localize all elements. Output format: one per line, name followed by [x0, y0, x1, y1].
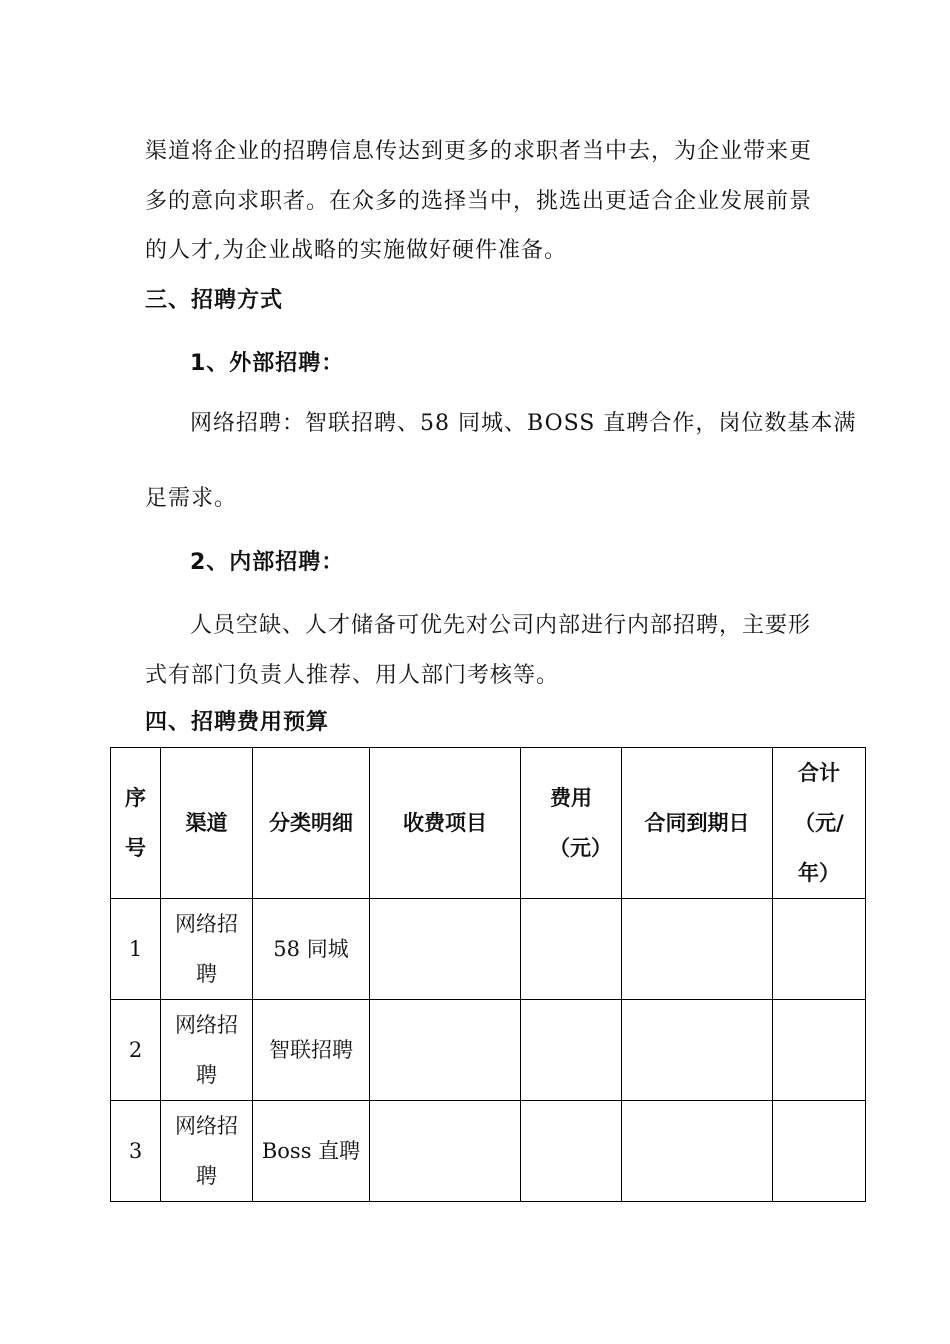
budget-table — [110, 747, 866, 1202]
intro-line-3: 的人才,为企业战略的实施做好硬件准备。 — [145, 238, 567, 263]
sub2-heading: 2、内部招聘： — [190, 550, 345, 575]
section4-heading: 四、招聘费用预算 — [145, 710, 330, 735]
intro-line-1: 渠道将企业的招聘信息传达到更多的求职者当中去，为企业带来更 — [145, 139, 813, 164]
table-cell — [521, 899, 622, 1000]
table-cell: 网络招聘 — [161, 899, 253, 1000]
sub2-line-2: 式有部门负责人推荐、用人部门考核等。 — [145, 663, 560, 688]
table-header-row — [111, 748, 866, 899]
sub1-heading: 1、外部招聘： — [190, 351, 345, 376]
table-cell: 1 — [111, 899, 161, 1000]
header-cell: 费用（元） — [521, 748, 622, 899]
table-row — [111, 899, 866, 1000]
table-cell: 网络招聘 — [161, 1101, 253, 1202]
intro-line-2: 多的意向求职者。在众多的选择当中，挑选出更适合企业发展前景 — [145, 189, 813, 214]
table-cell — [622, 1101, 773, 1202]
table-cell — [370, 899, 521, 1000]
table-row — [111, 1101, 866, 1202]
table-cell — [370, 1101, 521, 1202]
header-cell: 合同到期日 — [622, 748, 773, 899]
header-cell: 收费项目 — [370, 748, 521, 899]
header-cell: 合计（元/年） — [773, 748, 866, 899]
sub2-line-1: 人员空缺、人才储备可优先对公司内部进行内部招聘，主要形 — [190, 613, 812, 638]
header-cell: 序号 — [111, 748, 161, 899]
table-cell — [521, 1101, 622, 1202]
header-cell: 渠道 — [161, 748, 253, 899]
table-cell: 3 — [111, 1101, 161, 1202]
table-cell — [521, 1000, 622, 1101]
sub1-line-2: 足需求。 — [145, 486, 238, 511]
table-cell — [622, 899, 773, 1000]
table-cell: Boss 直聘 — [253, 1101, 370, 1202]
table-cell: 智联招聘 — [253, 1000, 370, 1101]
table-cell — [773, 899, 866, 1000]
sub1-line-1: 网络招聘：智联招聘、58 同城、BOSS 直聘合作，岗位数基本满 — [190, 411, 857, 436]
table-cell — [370, 1000, 521, 1101]
header-cell: 分类明细 — [253, 748, 370, 899]
table-cell — [622, 1000, 773, 1101]
table-cell: 2 — [111, 1000, 161, 1101]
table-row — [111, 1000, 866, 1101]
section3-heading: 三、招聘方式 — [145, 288, 284, 313]
table-cell: 58 同城 — [253, 899, 370, 1000]
table-cell: 网络招聘 — [161, 1000, 253, 1101]
table-cell — [773, 1101, 866, 1202]
table-cell — [773, 1000, 866, 1101]
